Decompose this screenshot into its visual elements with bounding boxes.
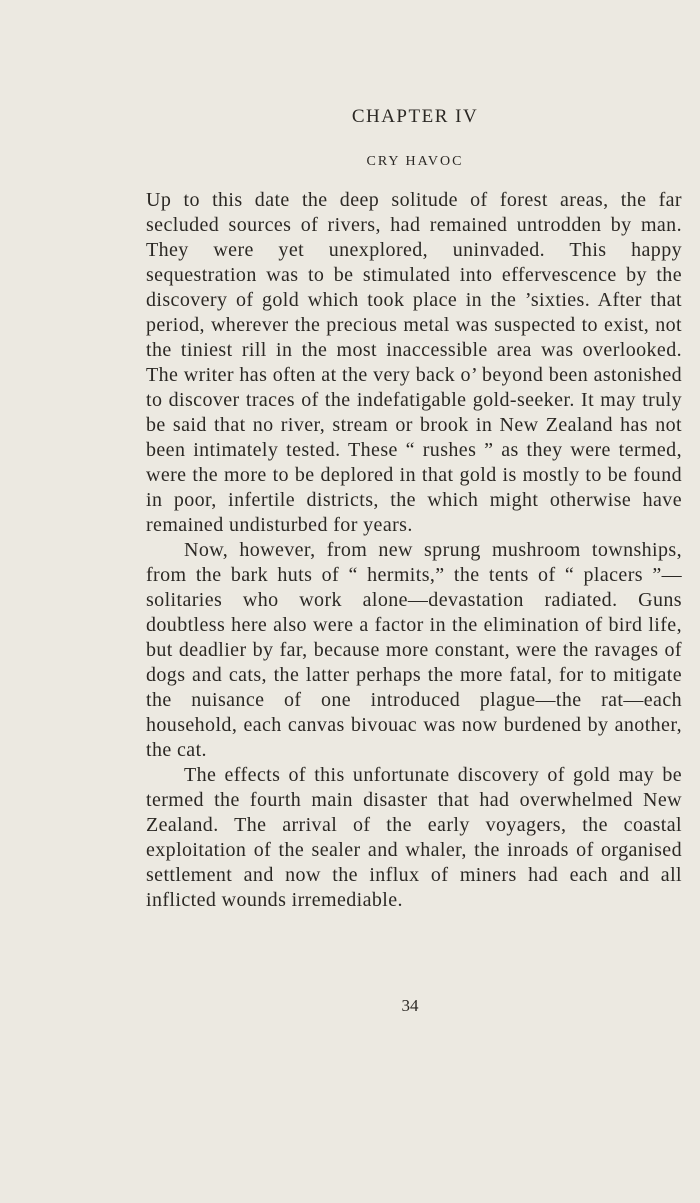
paragraph-1 [146,188,682,538]
paragraph-1-text: to this date the deep solitude of forest areas, the far secluded sources of rivers, had remained untrodden by man. They were yet unexplored, uninvaded. This happy sequestration was to be stimulated into effervescence by the discovery of gold which took place in the ’sixties. After that period, wherever the precious metal was suspected to exist, not the tiniest rill in the most inaccessible area was overlooked. The writer has often at the very back o’ beyond been astonished to discover traces of the indefatigable gold-seeker. It may truly be said that no river, stream or brook in New Zealand has not been intimately tested. These “ rushes ” as they were termed, were the more to be deplored in that gold is mostly to be found in poor, infertile districts, the which might otherwise have remained undisturbed for years. [146,189,682,536]
chapter-title: CHAPTER IV [351,106,479,127]
page-number: 34 [401,996,419,1015]
paragraph-3: The effects of this unfortunate discovery of gold may be termed the fourth main disaster that had overwhelmed New Zealand. The arrival of the early voyagers, the coastal exploitation of the sealer and whaler, the inroads of organised settlement and now the influx of miners had each and all inflicted wounds irremediable. [146,764,682,911]
chapter-subtitle: CRY HAVOC [366,154,464,169]
paragraph-first-word: Up [146,189,172,211]
chapter-body [146,188,682,913]
paragraph-2: Now, however, from new sprung mushroom townships, from the bark huts of “ hermits,” the tents of “ placers ”—solitaries who work alone—devastation radiated. Guns doubtless here also were a factor in the elimination of bird life, but deadlier by far, because more constant, were the ravages of dogs and cats, the latter perhaps the more fatal, for to mitigate the nuisance of one introduced plague—the rat—each household, each canvas bivouac was now burdened by another, the cat. [146,539,682,761]
